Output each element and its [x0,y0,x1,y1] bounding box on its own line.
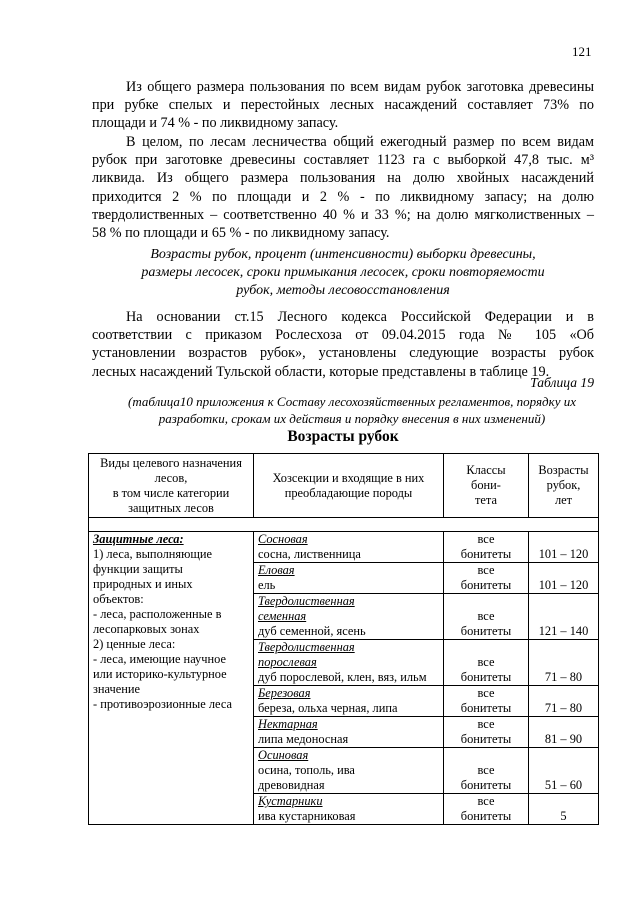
section-cell: Нектарная липа медоносная [254,717,444,748]
table-note [110,393,594,427]
age-cell: 101 – 120 [529,532,599,563]
section-cell: Твердолиственная порослевая дуб порослевой, клен, вяз, ильм [254,640,444,686]
text-line: рубок при заготовке древесины составляет 1123 га с выборкой 47,8 тыс. м³ [92,152,594,169]
text-line: приходится 2 % по площади и 2 % - по ликвидному запасу; на долю [92,188,594,205]
table-label: Таблица 19 [530,375,594,390]
cutting-age-table [88,453,599,825]
heading-line: размеры лесосек, сроки примыкания лесосек, сроки повторяемости [141,265,545,280]
class-cell: все бонитеты [444,686,529,717]
text-line: лесных насаждений Тульской области, которые представлены в таблице 19. [92,363,550,380]
text-line: площади и 74 % - по ликвидному запасу. [92,115,339,132]
class-cell: все бонитеты [444,563,529,594]
section-heading [92,246,594,300]
heading-line: рубок, методы лесовосстановления [236,283,450,298]
heading-line: Возрасты рубок, процент (интенсивности) выборки древесины, [150,247,536,262]
section-cell: Еловая ель [254,563,444,594]
class-cell: все бонитеты [444,717,529,748]
section-cell: Березовая береза, ольха черная, липа [254,686,444,717]
category-cell: Защитные леса: 1) леса, выполняющие функции защиты природных и иных объектов: - леса, расположенные в лесопарковых зонах 2) ценные леса: - леса, имеющие научное или историко-культурное значение - противоэрозионные леса [89,532,254,825]
table-header-row [89,454,599,518]
table-title: Возрасты рубок [287,428,399,445]
age-cell: 5 [529,794,599,825]
section-cell: Твердолиственная семенная дуб семенной, ясень [254,594,444,640]
class-cell: все бонитеты [444,794,529,825]
text-line: при рубке спелых и перестойных лесных насаждений составляет 73% по [92,97,594,114]
note-line: (таблица10 приложения к Составу лесохозяйственных регламентов, порядку их [128,394,576,409]
class-cell: все бонитеты [444,640,529,686]
category-title: Защитные леса: [93,532,184,546]
paragraph-2 [92,133,594,242]
table-spacer-row [89,518,599,532]
paragraph-1 [92,78,594,133]
header-purpose: Виды целевого назначения лесов, в том числе категории защитных лесов [89,454,254,518]
class-cell: все бонитеты [444,532,529,563]
table-row [89,532,599,563]
section-cell: Осиновая осина, тополь, ива древовидная [254,748,444,794]
header-age: Возрасты рубок, лет [529,454,599,518]
age-cell: 81 – 90 [529,717,599,748]
text-line: твердолиственных – соответственно 40 % и 33 %; на долю мягколиственных – [92,206,594,223]
text-line: На основании ст.15 Лесного кодекса Российской Федерации и в [126,309,594,325]
text-line: В целом, по лесам лесничества общий ежегодный размер по всем видам [126,134,594,150]
note-line: разработки, срокам их действия и порядку внесения в них изменений) [158,411,546,426]
text-line: установлении возрастов рубок», установлены следующие возрасты рубок [92,345,594,362]
text-line: ликвида. Из общего размера пользования на долю хвойных насаждений [92,170,594,187]
header-sections: Хозсекции и входящие в них преобладающие породы [254,454,444,518]
class-cell: все бонитеты [444,748,529,794]
age-cell: 71 – 80 [529,640,599,686]
section-cell: Сосновая сосна, лиственница [254,532,444,563]
age-cell: 101 – 120 [529,563,599,594]
text-line: 58 % по площади и 65 % - по ликвидному запасу. [92,224,390,241]
age-cell: 121 – 140 [529,594,599,640]
class-cell: все бонитеты [444,594,529,640]
text-line: Из общего размера пользования по всем видам рубок заготовка древесины [126,79,594,95]
page-number: 121 [572,44,592,59]
text-line: соответствии с приказом Рослесхоза от 09.04.2015 года № 105 «Об [92,327,594,344]
age-cell: 71 – 80 [529,686,599,717]
paragraph-3 [92,308,594,381]
age-cell: 51 – 60 [529,748,599,794]
header-class: Классы бони- тета [444,454,529,518]
section-cell: Кустарники ива кустарниковая [254,794,444,825]
